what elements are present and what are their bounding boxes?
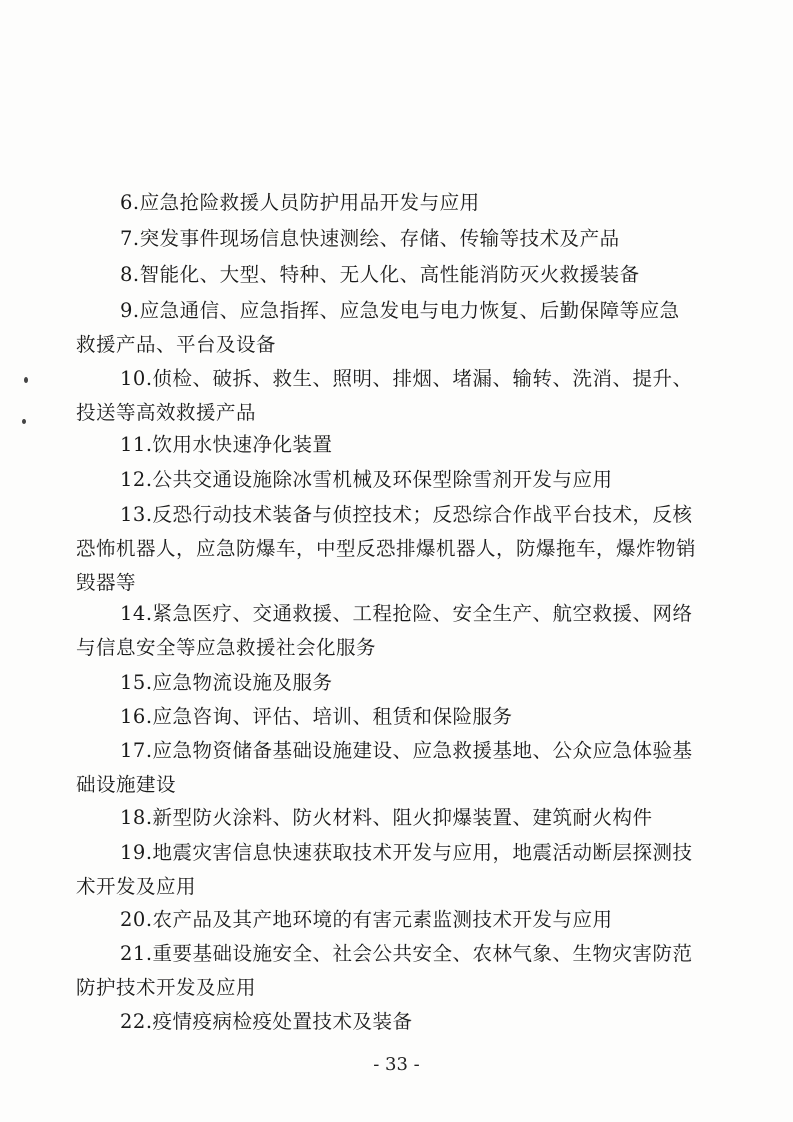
list-item: 17.应急物资储备基础设施建设、应急救援基地、公众应急体验基础设施建设 <box>76 739 693 796</box>
scan-speck <box>22 419 26 424</box>
list-item: 18.新型防火涂料、防火材料、阻火抑爆装置、建筑耐火构件 <box>120 806 653 829</box>
list-item: 8.智能化、大型、特种、无人化、高性能消防灭火救援装备 <box>120 263 640 286</box>
list-item: 6.应急抢险救援人员防护用品开发与应用 <box>120 191 480 214</box>
list-item: 19.地震灾害信息快速获取技术开发与应用，地震活动断层探测技术开发及应用 <box>76 841 693 898</box>
scan-speck <box>24 377 28 383</box>
list-item: 15.应急物流设施及服务 <box>120 671 333 694</box>
list-item: 9.应急通信、应急指挥、应急发电与电力恢复、后勤保障等应急救援产品、平台及设备 <box>76 299 680 356</box>
list-item: 14.紧急医疗、交通救援、工程抢险、安全生产、航空救援、网络与信息安全等应急救援社会化服务 <box>76 602 693 659</box>
list-item: 12.公共交通设施除冰雪机械及环保型除雪剂开发与应用 <box>120 468 613 491</box>
list-item: 22.疫情疫病检疫处置技术及装备 <box>120 1010 413 1033</box>
list-item: 21.重要基础设施安全、社会公共安全、农林气象、生物灾害防范防护技术开发及应用 <box>76 942 693 999</box>
list-item: 10.侦检、破拆、救生、照明、排烟、堵漏、输转、洗消、提升、投送等高效救援产品 <box>76 367 693 424</box>
list-item: 13.反恐行动技术装备与侦控技术；反恐综合作战平台技术，反核恐怖机器人，应急防爆车，中型反恐排爆机器人，防爆拖车，爆炸物销毁器等 <box>76 503 697 594</box>
list-item: 11.饮用水快速净化装置 <box>120 433 333 456</box>
list-item: 20.农产品及其产地环境的有害元素监测技术开发与应用 <box>120 908 613 931</box>
list-item: 16.应急咨询、评估、培训、租赁和保险服务 <box>120 705 513 728</box>
page-number: - 33 - <box>373 1054 420 1075</box>
list-item: 7.突发事件现场信息快速测绘、存储、传输等技术及产品 <box>120 227 620 250</box>
